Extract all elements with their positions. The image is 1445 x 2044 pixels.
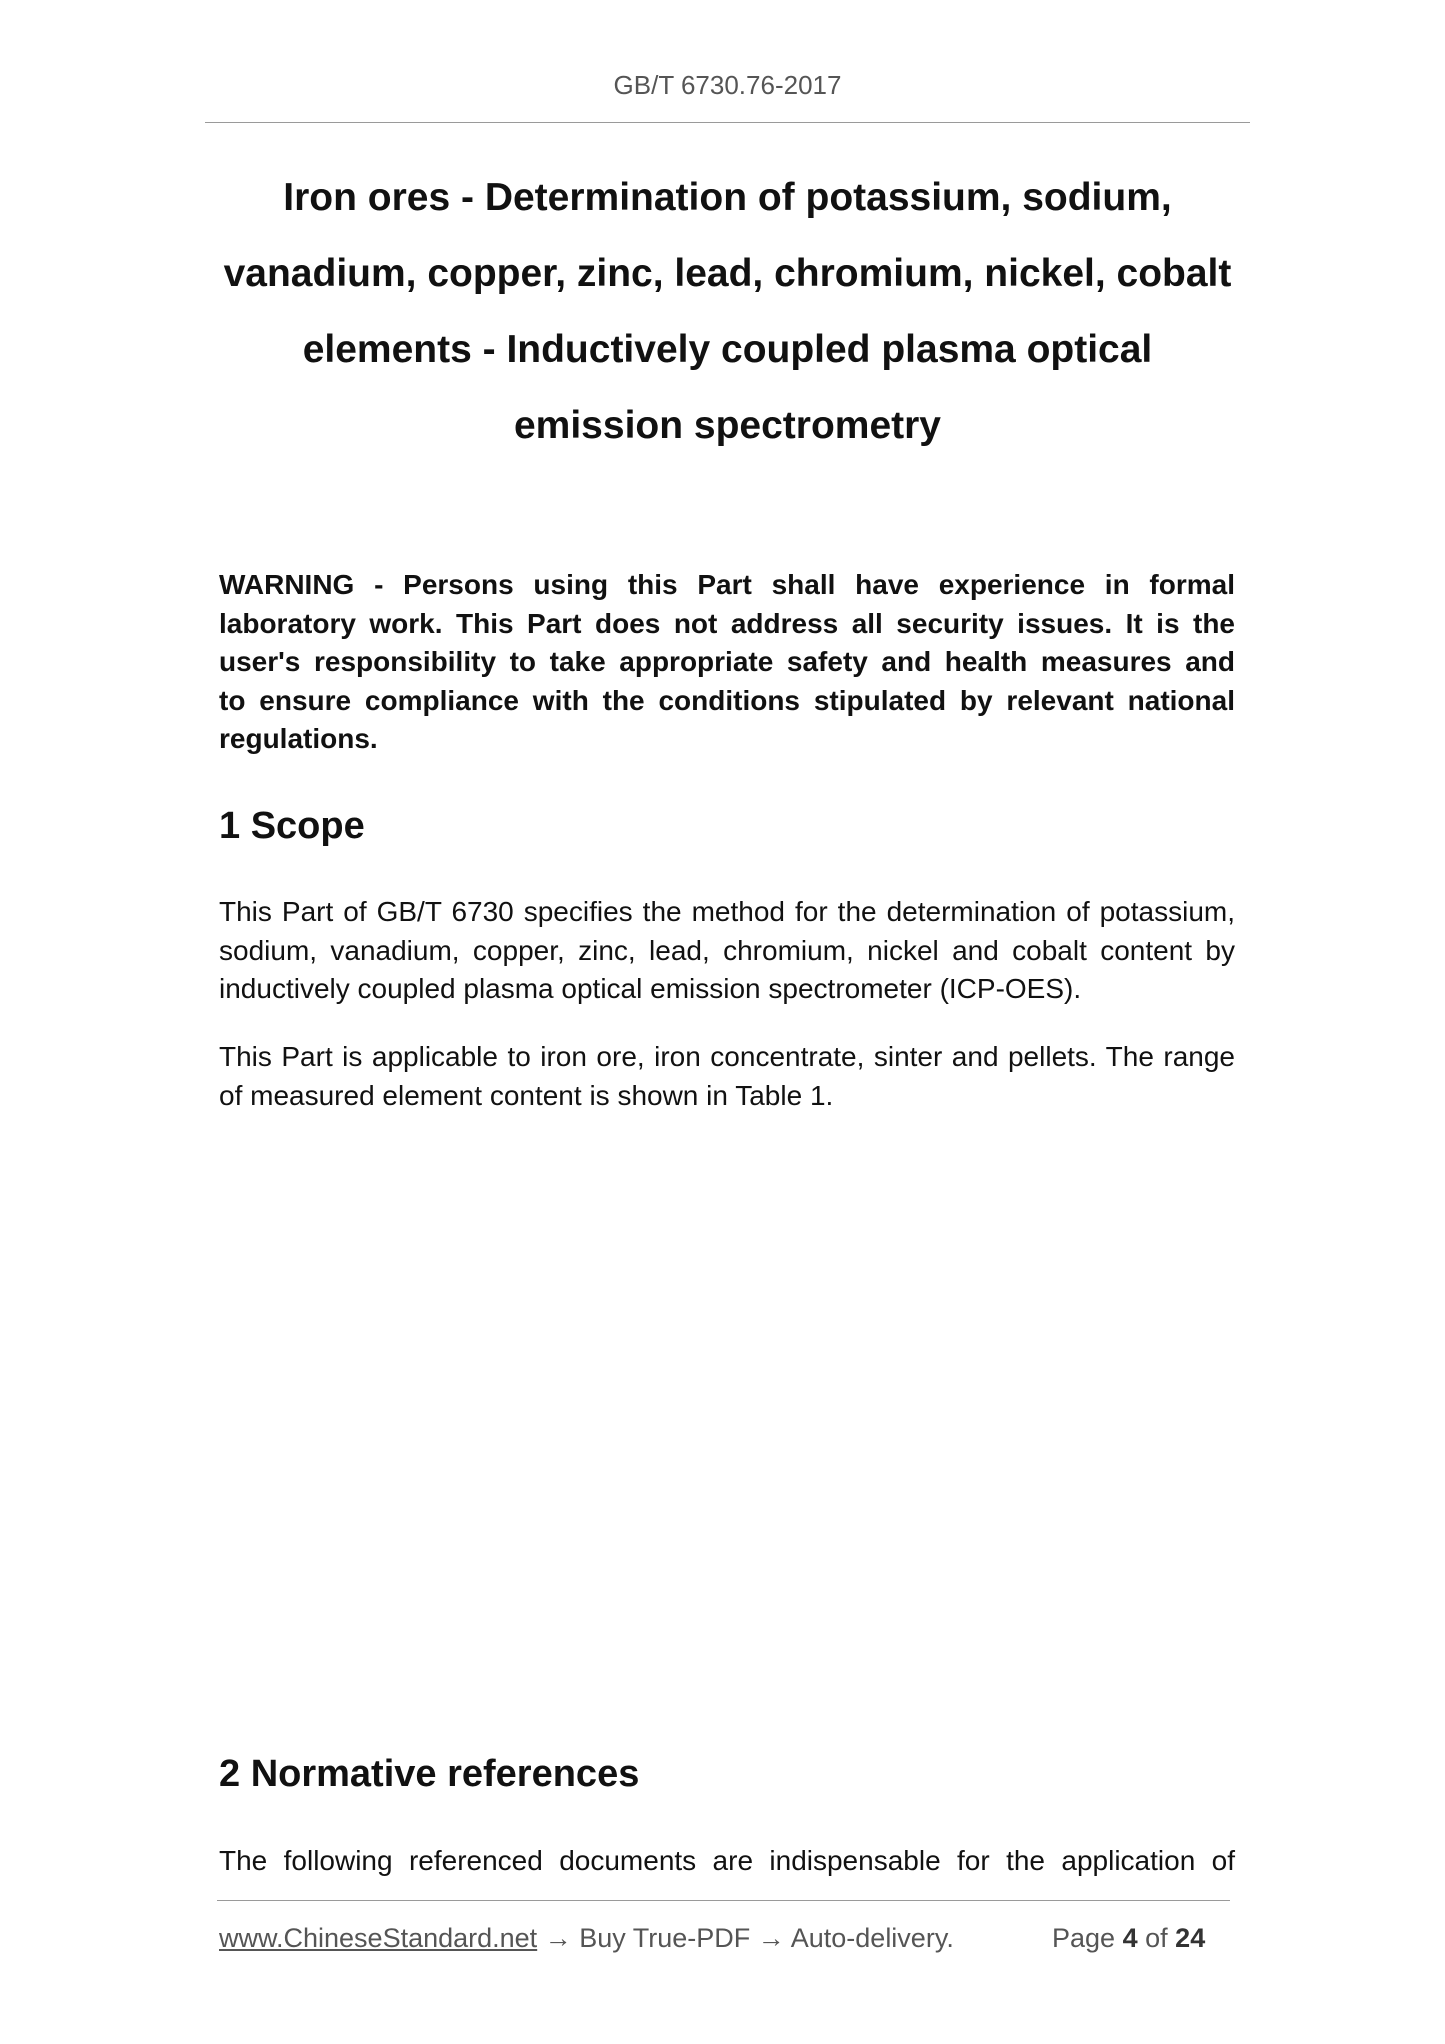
page-indicator (1052, 1921, 1205, 1955)
normative-references-paragraph (219, 1842, 1235, 1881)
title-line: elements - Inductively coupled plasma optical (302, 328, 1153, 371)
document-code-header: GB/T 6730.76-2017 (613, 70, 842, 100)
paragraph-line: sodium, vanadium, copper, zinc, lead, chromium, nickel and cobalt content by (219, 934, 1235, 966)
warning-paragraph (219, 566, 1235, 759)
scope-paragraph-1 (219, 893, 1235, 1009)
footer-promo (219, 1921, 954, 1955)
page-label: Page (1052, 1923, 1116, 1953)
website-link[interactable]: www.ChineseStandard.net (219, 1923, 538, 1953)
paragraph-line: The following referenced documents are indispensable for the application of (219, 1845, 1235, 1876)
document-title (205, 160, 1250, 464)
page-number: 4 (1122, 1923, 1138, 1953)
warning-line: WARNING - Persons using this Part shall have experience in formal (219, 569, 1235, 600)
warning-line: user's responsibility to take appropriate safety and health measures and (219, 646, 1235, 677)
warning-line: to ensure compliance with the conditions stipulated by relevant national (219, 684, 1235, 716)
header-divider (205, 122, 1250, 123)
paragraph-line: This Part of GB/T 6730 specifies the method for the determination of potassium, (219, 896, 1235, 927)
paragraph-line: inductively coupled plasma optical emission spectrometer (ICP-OES). (219, 973, 1082, 1004)
title-line: vanadium, copper, zinc, lead, chromium, nickel, cobalt (223, 252, 1232, 295)
warning-line: laboratory work. This Part does not address all security issues. It is the (219, 607, 1235, 639)
title-line: Iron ores - Determination of potassium, sodium, (283, 176, 1172, 219)
title-line: emission spectrometry (513, 404, 941, 447)
paragraph-line: of measured element content is shown in Table 1. (219, 1079, 834, 1111)
warning-line: regulations. (219, 723, 378, 754)
page-total: 24 (1175, 1923, 1206, 1953)
scope-paragraph-2 (219, 1038, 1235, 1115)
footer-divider (217, 1900, 1230, 1901)
section-heading-normative-references: 2 Normative references (219, 1753, 640, 1795)
paragraph-line: This Part is applicable to iron ore, iron concentrate, sinter and pellets. The range (219, 1041, 1235, 1072)
section-heading-scope: 1 Scope (219, 805, 365, 847)
footer-tagline: → Buy True-PDF → Auto-delivery. (537, 1923, 954, 1953)
of-label: of (1145, 1923, 1168, 1953)
